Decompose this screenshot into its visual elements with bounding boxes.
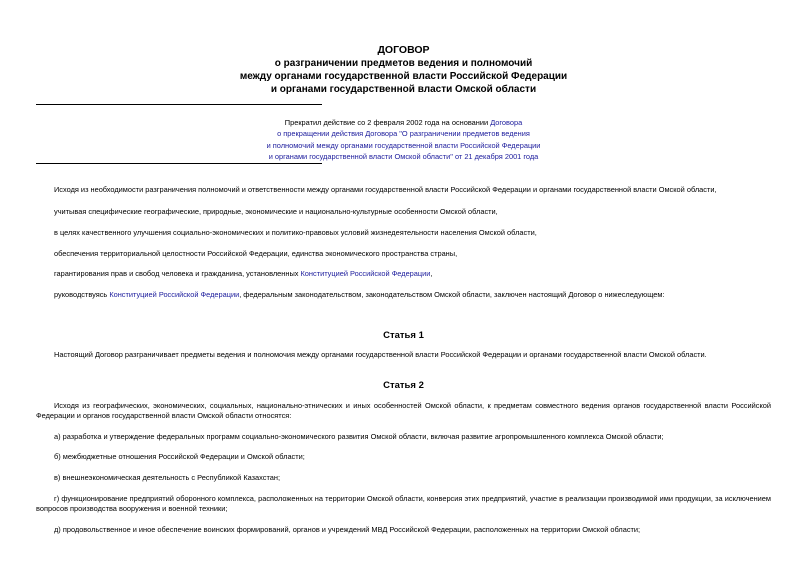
constitution-link-1[interactable]: Конституцией Российской Федерации: [300, 269, 431, 278]
article-2-heading: Статья 2: [383, 380, 424, 391]
status-note-line-1: [0, 117, 807, 128]
preamble-p6-text: руководствуясь: [54, 290, 110, 299]
preamble-paragraph-3: в целях качественного улучшения социально-экономических и политико-правовых условий жизнедеятельности населения Омской области,: [54, 228, 537, 237]
title-line-4: и органами государственной власти Омской области: [270, 84, 537, 95]
article-2-item-e: д) продовольственное и иное обеспечение воинских формирований, органов и учреждений МВД Российской Федерации, расположенных на территории Омской области;: [54, 525, 641, 534]
article-2-item-d: г) функционирование предприятий оборонного комплекса, расположенных на территории Омской области, конверсия этих предприятий, участие в реализации производимой ими продукции, за исключением вопросов производства вооружения и военной техники;: [36, 494, 771, 514]
terminating-agreement-link-2[interactable]: о прекращении действия Договора "О разграничении предметов ведения: [277, 129, 530, 139]
article-2-item-a: а) разработка и утверждение федеральных программ социально-экономического развития Омской области, включая развитие агропромышленного комплекса Омской области;: [54, 432, 664, 441]
title-line-1: ДОГОВОР: [377, 44, 430, 56]
divider-top: [36, 104, 322, 105]
divider-bottom: [36, 163, 322, 164]
preamble-paragraph-4: обеспечения территориальной целостности Российской Федерации, единства экономического пространства страны,: [54, 249, 458, 258]
preamble-paragraph-1: Исходя из необходимости разграничения полномочий и ответственности между органами государственной власти Российской Федерации и органами государственной власти Омской области,: [54, 185, 717, 194]
preamble-p6-end: , федеральным законодательством, законодательством Омской области, заключен настоящий Договор о нижеследующем:: [239, 290, 665, 299]
title-line-3: между органами государственной власти Российской Федерации: [239, 71, 568, 82]
preamble-p5-end: ,: [430, 269, 433, 278]
terminating-agreement-link-3[interactable]: и полномочий между органами государственной власти Российской Федерации: [266, 140, 541, 150]
title-line-2: о разграничении предметов ведения и полномочий: [274, 58, 533, 69]
article-1-text: Настоящий Договор разграничивает предметы ведения и полномочия между органами государственной власти Российской Федерации и органами государственной власти Омской области.: [54, 350, 707, 359]
article-2-intro: Исходя из географических, экономических, социальных, национально-этнических и иных особенностей Омской области, к предметам совместного ведения органов государственной власти Российской Федерации и органов государственной власти Омской области относятся:: [36, 401, 771, 421]
document-title: [0, 44, 807, 96]
article-2-item-c: в) внешнеэкономическая деятельность с Республикой Казахстан;: [54, 473, 281, 482]
article-1-heading: Статья 1: [383, 330, 424, 341]
constitution-link-2[interactable]: Конституцией Российской Федерации: [109, 290, 240, 299]
preamble-paragraph-5: [36, 269, 771, 279]
preamble-paragraph-2: учитывая специфические географические, природные, экономические и национально-культурные особенности Омской области,: [54, 207, 498, 216]
terminating-agreement-link[interactable]: Договора: [490, 118, 523, 127]
preamble-p5-text: гарантирования прав и свобод человека и гражданина, установленных: [54, 269, 301, 278]
preamble-paragraph-6: [36, 290, 771, 300]
terminating-agreement-link-4[interactable]: и органами государственной власти Омской области" от 21 декабря 2001 года: [268, 151, 539, 161]
status-note: [0, 117, 807, 162]
article-2-item-b: б) межбюджетные отношения Российской Федерации и Омской области;: [54, 452, 305, 461]
status-note-text: Прекратил действие со 2 февраля 2002 года на основании: [284, 118, 491, 127]
